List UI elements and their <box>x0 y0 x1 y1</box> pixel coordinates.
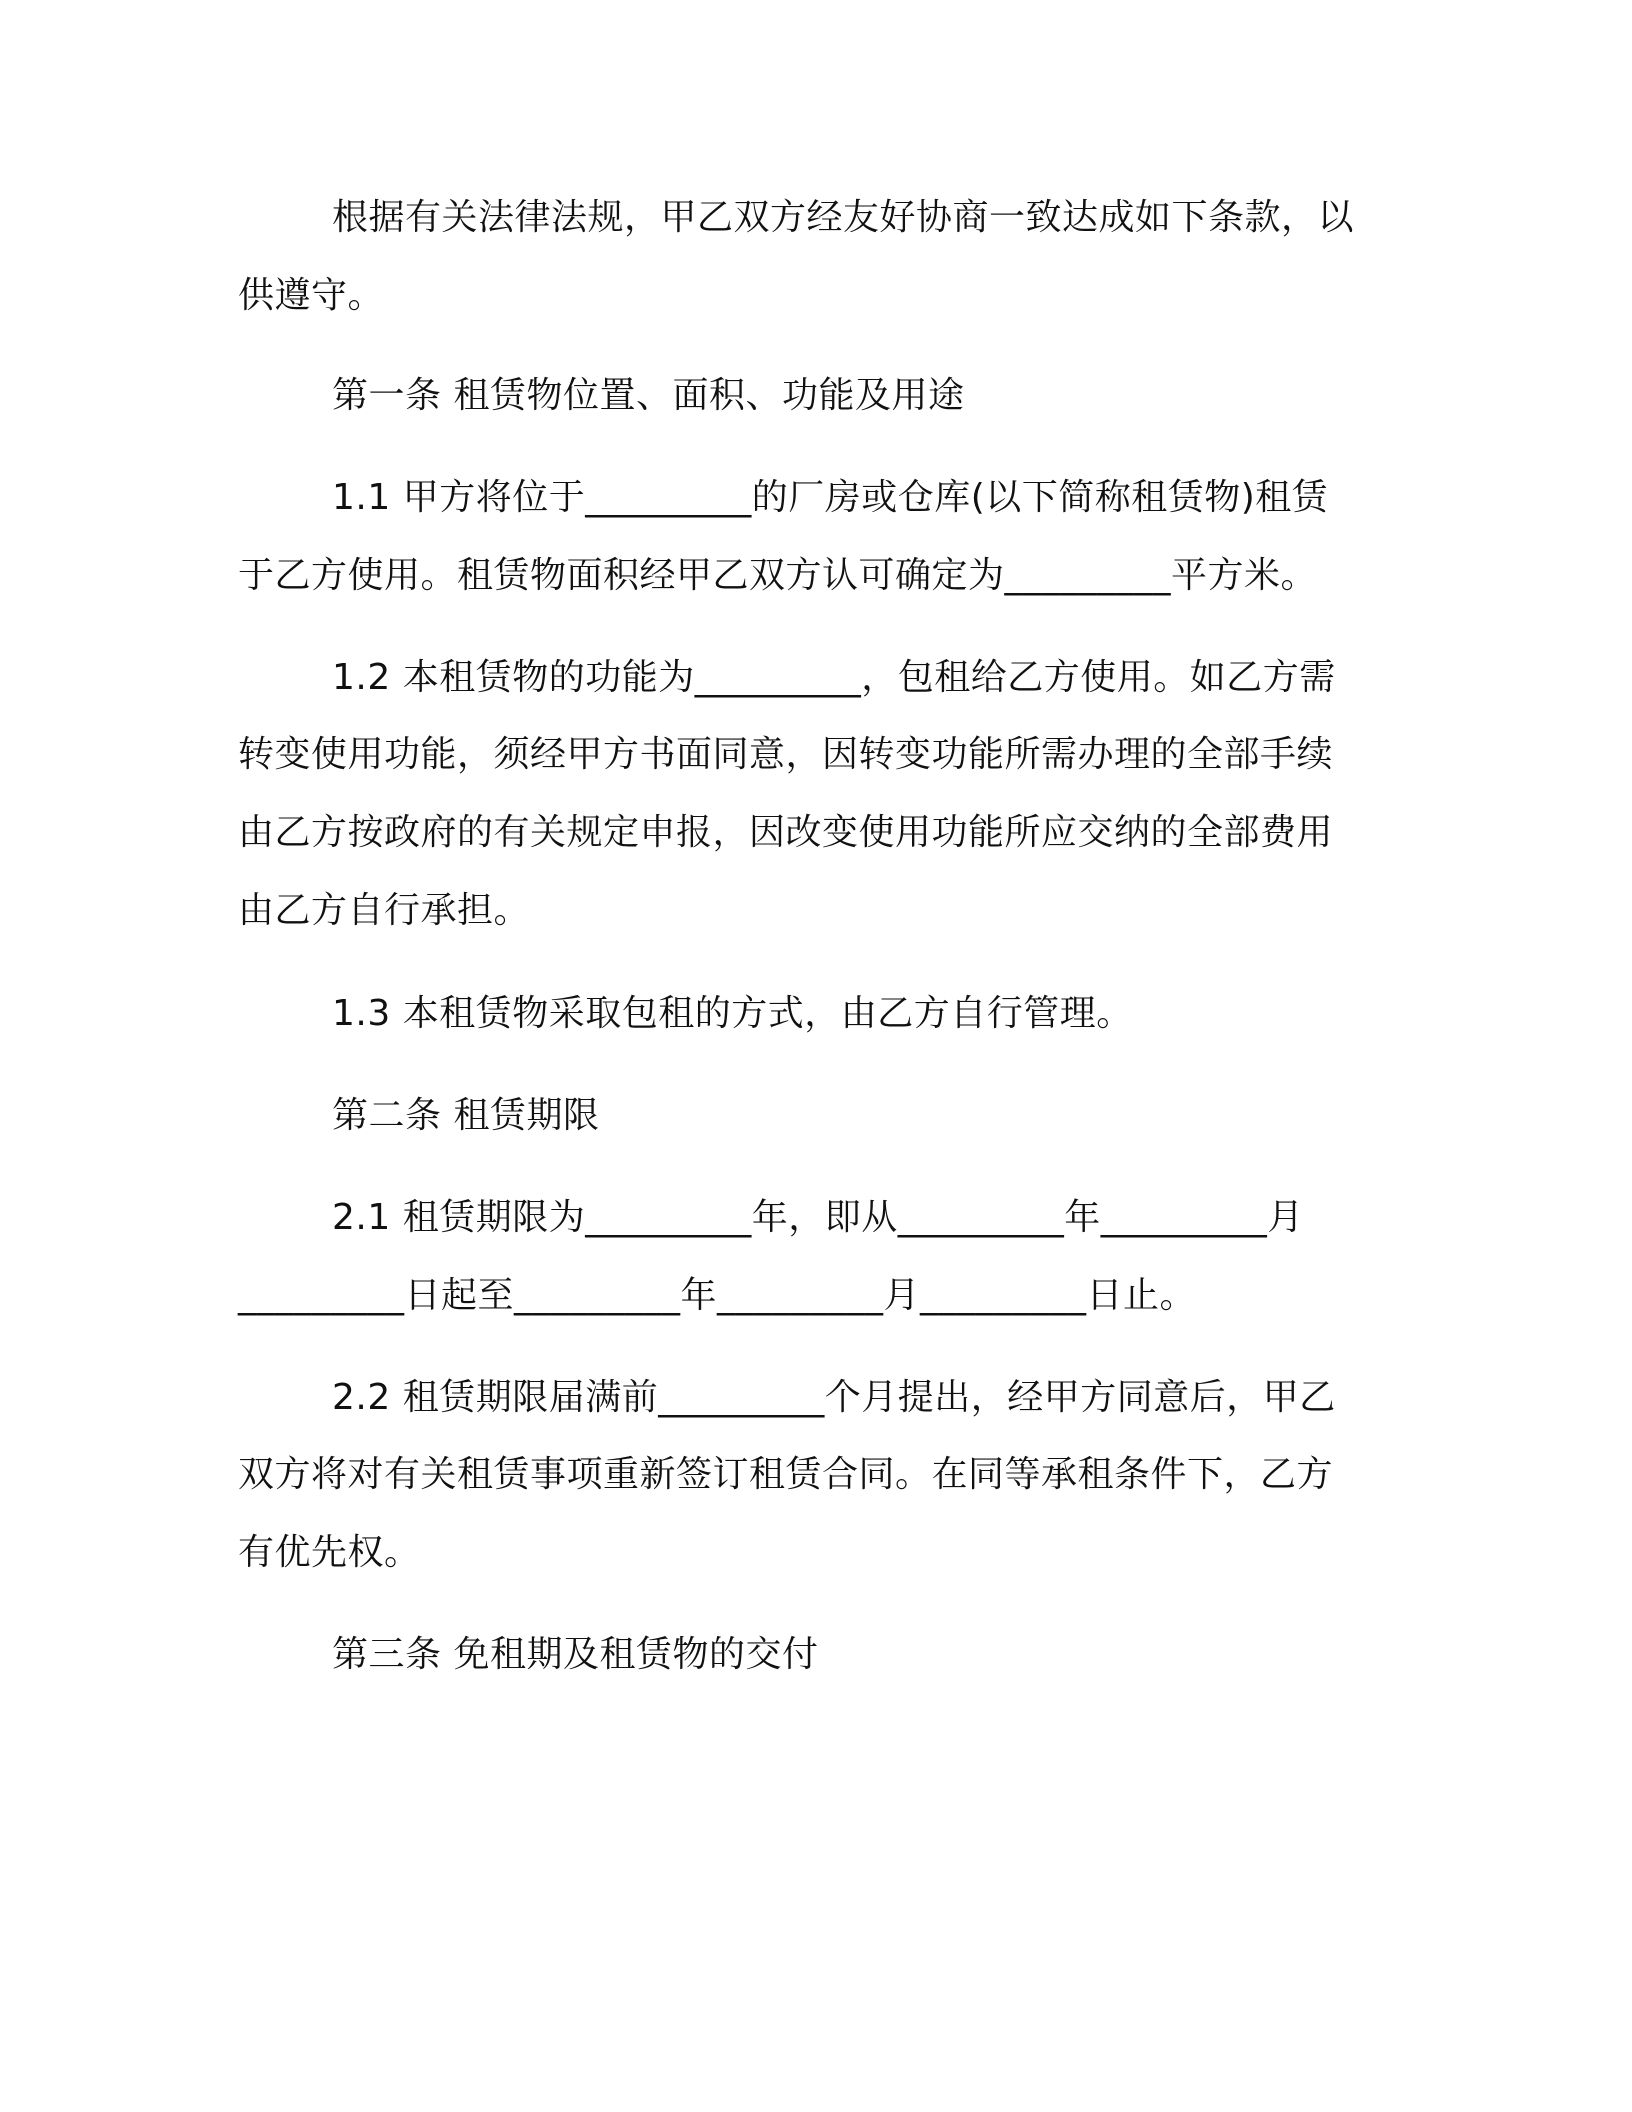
text-line: 1.1 甲方将位于_________的厂房或仓库(以下简称租赁物)租赁 <box>332 477 1329 518</box>
text-line: 1.2 本租赁物的功能为_________，包租给乙方使用。如乙方需 <box>332 657 1336 698</box>
text-line: 第二条 租赁期限 <box>332 1095 600 1136</box>
text-line: 转变使用功能，须经甲方书面同意，因转变功能所需办理的全部手续 <box>238 734 1334 775</box>
text-line: 第三条 免租期及租赁物的交付 <box>332 1634 819 1675</box>
text-line: 由乙方按政府的有关规定申报，因改变使用功能所应交纳的全部费用 <box>238 812 1334 853</box>
text-line: _________日起至_________年_________月_________日止。 <box>238 1275 1197 1316</box>
text-line: 供遵守。 <box>238 275 385 316</box>
text-line: 1.3 本租赁物采取包租的方式，由乙方自行管理。 <box>332 993 1133 1034</box>
text-line: 2.1 租赁期限为_________年，即从_________年_________月 <box>332 1197 1304 1238</box>
text-line: 第一条 租赁物位置、面积、功能及用途 <box>332 375 965 416</box>
text-line: 于乙方使用。租赁物面积经甲乙双方认可确定为_________平方米。 <box>238 555 1318 596</box>
text-line: 有优先权。 <box>238 1532 421 1573</box>
text-line: 2.2 租赁期限届满前_________个月提出，经甲方同意后，甲乙 <box>332 1377 1336 1418</box>
text-line: 双方将对有关租赁事项重新签订租赁合同。在同等承租条件下，乙方 <box>238 1454 1334 1495</box>
text-line: 根据有关法律法规，甲乙双方经友好协商一致达成如下条款，以 <box>332 197 1355 238</box>
text-line: 由乙方自行承担。 <box>238 890 531 931</box>
